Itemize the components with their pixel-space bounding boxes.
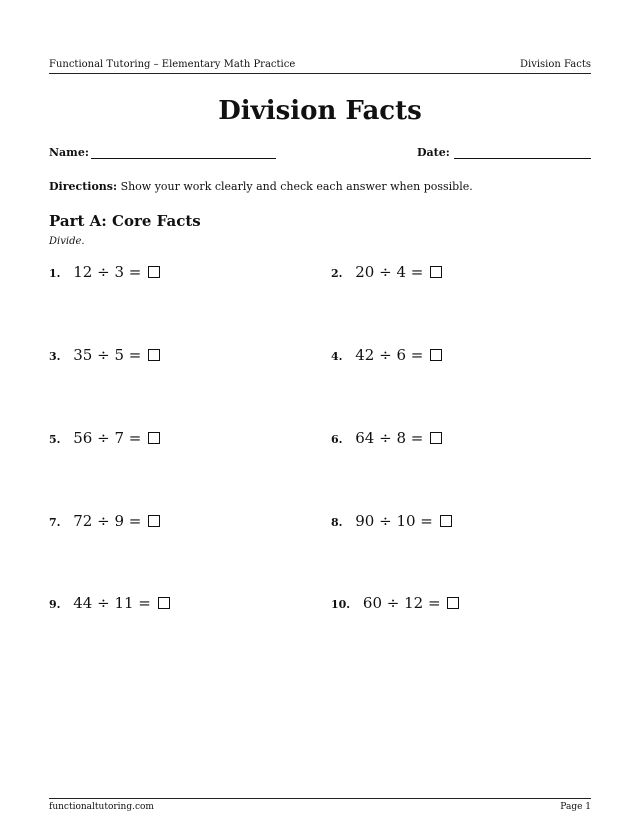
problem-item (331, 593, 459, 613)
problem-item (331, 262, 442, 282)
problem-expression: 20 ÷ 4 = (355, 263, 424, 281)
directions (49, 180, 473, 194)
problem-expression: 64 ÷ 8 = (355, 429, 424, 447)
problem-expression: 72 ÷ 9 = (73, 512, 142, 530)
problem-expression: 60 ÷ 12 = (362, 594, 441, 612)
problem-expression: 56 ÷ 7 = (73, 429, 142, 447)
problem-item (331, 428, 442, 448)
problem-item (49, 511, 160, 531)
problem-number: 7. (49, 516, 61, 529)
footer-website: functionaltutoring.com (49, 802, 154, 812)
problem-expression: 42 ÷ 6 = (355, 346, 424, 364)
answer-box[interactable] (440, 515, 452, 527)
problem-number: 8. (331, 516, 343, 529)
problem-number: 4. (331, 350, 343, 363)
date-label: Date: (417, 146, 450, 159)
problem-number: 1. (49, 267, 61, 280)
answer-box[interactable] (430, 349, 442, 361)
problem-item (331, 511, 452, 531)
answer-box[interactable] (148, 515, 160, 527)
footer-page-number: Page 1 (560, 802, 591, 812)
running-footer (49, 798, 591, 813)
date-field[interactable] (454, 158, 591, 159)
header-course-title: Functional Tutoring – Elementary Math Practice (49, 59, 296, 70)
problem-number: 6. (331, 433, 343, 446)
problem-item (49, 345, 160, 365)
answer-box[interactable] (430, 266, 442, 278)
header-topic: Division Facts (519, 59, 591, 70)
problem-expression: 44 ÷ 11 = (73, 594, 151, 612)
problem-item (49, 428, 160, 448)
problem-number: 5. (49, 433, 61, 446)
name-label: Name: (49, 146, 89, 159)
problem-number: 3. (49, 350, 61, 363)
answer-box[interactable] (430, 432, 442, 444)
problem-expression: 35 ÷ 5 = (73, 346, 142, 364)
problem-number: 2. (331, 267, 343, 280)
directions-label: Directions: (49, 180, 118, 193)
problem-expression: 90 ÷ 10 = (355, 512, 433, 530)
name-field[interactable] (91, 158, 276, 159)
answer-box[interactable] (148, 432, 160, 444)
answer-box[interactable] (148, 266, 160, 278)
section-instruction: Divide. (49, 236, 85, 247)
problem-item (49, 593, 170, 613)
problem-item (331, 345, 442, 365)
answer-box[interactable] (148, 349, 160, 361)
answer-box[interactable] (158, 597, 170, 609)
directions-text: Show your work clearly and check each answer when possible. (120, 180, 473, 193)
name-date-row (49, 146, 591, 162)
problem-item (49, 262, 160, 282)
running-header (49, 59, 591, 74)
section-title: Part A: Core Facts (49, 212, 201, 230)
problem-number: 9. (49, 598, 61, 611)
problem-expression: 12 ÷ 3 = (73, 263, 142, 281)
page-title: Division Facts (218, 96, 422, 126)
answer-box[interactable] (447, 597, 459, 609)
problem-number: 10. (331, 598, 351, 611)
